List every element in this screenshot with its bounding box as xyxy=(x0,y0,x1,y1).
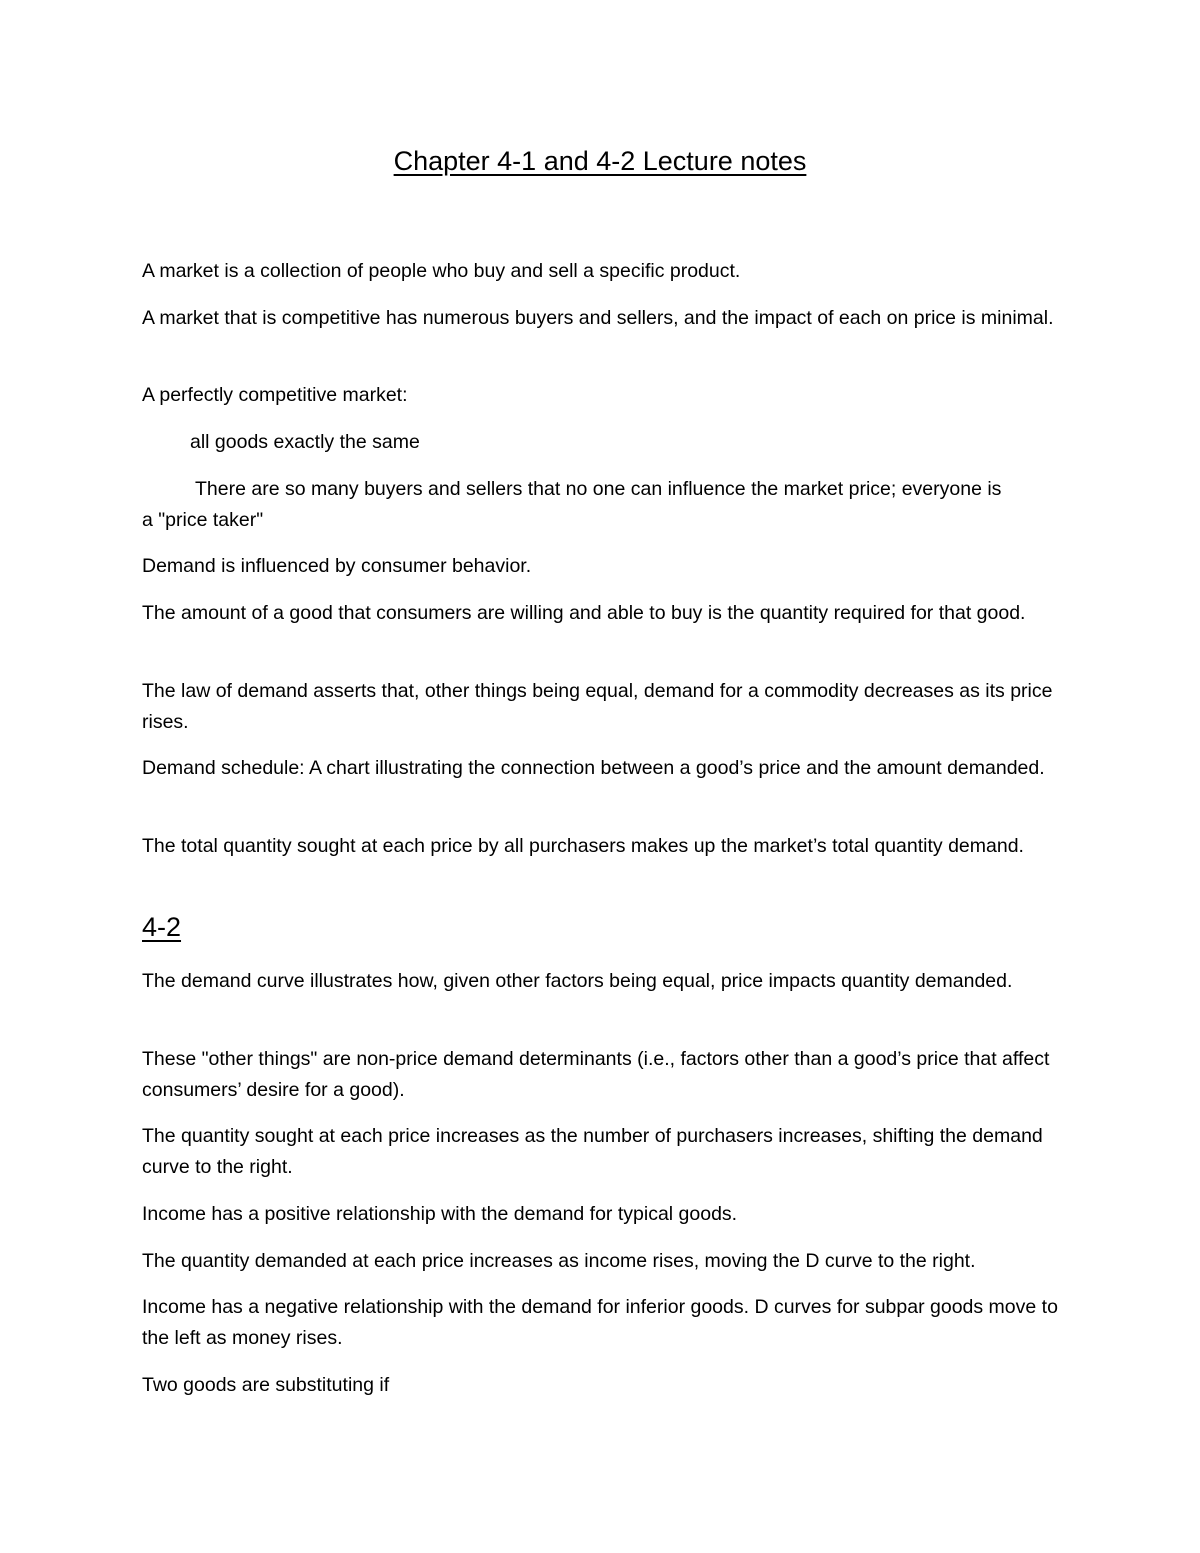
paragraph: A market is a collection of people who buy and sell a specific product. xyxy=(142,260,741,282)
paragraph: Income has a positive relationship with the demand for typical goods. xyxy=(142,1203,738,1225)
paragraph: A market that is competitive has numerous buyers and sellers, and the impact of each on price is minimal. xyxy=(142,307,1054,329)
paragraph: Two goods are substituting if xyxy=(142,1374,390,1396)
list-item: There are so many buyers and sellers that no one can influence the market price; everyone is a "price taker" xyxy=(142,478,1002,531)
paragraph: Income has a negative relationship with the demand for inferior goods. D curves for subpar goods move to the left as money rises. xyxy=(142,1296,1058,1349)
paragraph: These "other things" are non-price demand determinants (i.e., factors other than a good’s price that affect consumers’ desire for a good). xyxy=(142,1048,1050,1101)
section-heading: 4-2 xyxy=(142,912,182,942)
page-title: Chapter 4-1 and 4-2 Lecture notes xyxy=(393,146,807,176)
paragraph: The quantity sought at each price increases as the number of purchasers increases, shifting the demand curve to the right. xyxy=(142,1125,1043,1178)
paragraph: The demand curve illustrates how, given other factors being equal, price impacts quantity demanded. xyxy=(142,970,1013,992)
paragraph: The quantity demanded at each price increases as income rises, moving the D curve to the right. xyxy=(142,1250,976,1272)
paragraph: Demand schedule: A chart illustrating the connection between a good’s price and the amount demanded. xyxy=(142,757,1045,779)
paragraph: The total quantity sought at each price by all purchasers makes up the market’s total quantity demand. xyxy=(142,835,1024,857)
paragraph: The amount of a good that consumers are willing and able to buy is the quantity required for that good. xyxy=(142,602,1026,624)
paragraph: A perfectly competitive market: xyxy=(142,384,408,406)
paragraph: Demand is influenced by consumer behavior. xyxy=(142,555,532,577)
list-item: all goods exactly the same xyxy=(190,431,420,453)
paragraph: The law of demand asserts that, other things being equal, demand for a commodity decreases as its price rises. xyxy=(142,680,1053,733)
